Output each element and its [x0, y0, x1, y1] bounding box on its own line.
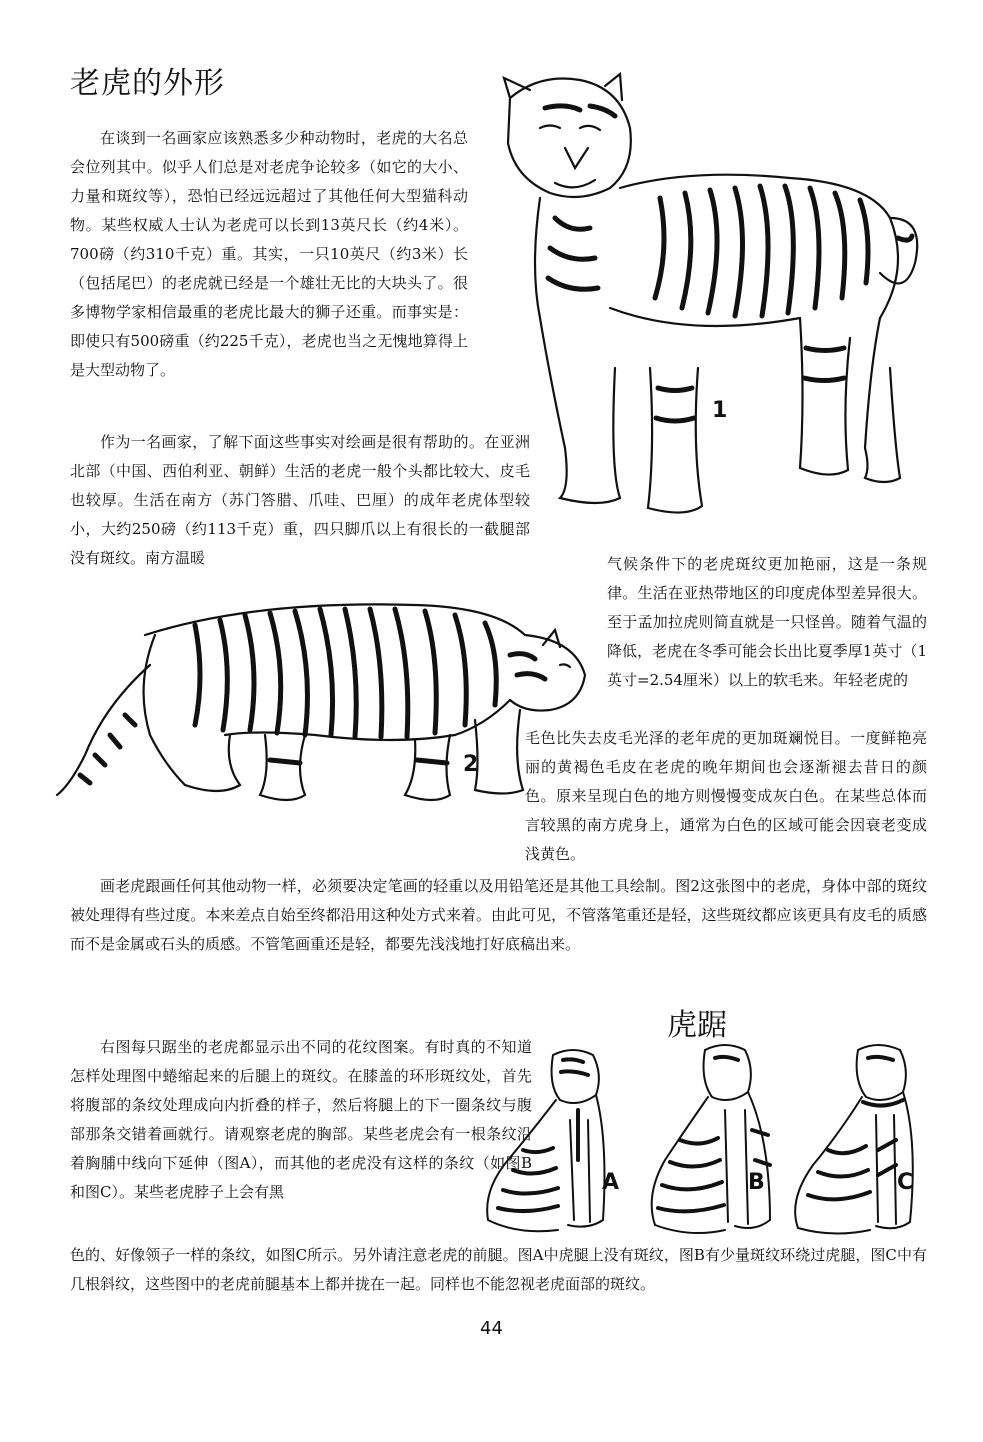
page-title: 老虎的外形: [70, 66, 225, 101]
figure-1-label: 1: [712, 398, 728, 423]
tiger-standing-illustration: [470, 68, 930, 528]
tiger-sitting-a-illustration: [478, 1040, 623, 1240]
figure-c-label: C: [897, 1170, 914, 1195]
paragraph-2a: 作为一名画家，了解下面这些事实对绘画是很有帮助的。在亚洲北部（中国、西伯利亚、朝鲜）生活的老虎一般个头都比较大、皮毛也较厚。生活在南方（苏门答腊、爪哇、巴厘）的成年老虎体型较小，大约250磅（约113千克）重，四只脚爪以上有很长的一截腿部没有斑纹。南方温暖: [70, 433, 530, 567]
paragraph-4b: 色的、好像领子一样的条纹，如图C所示。另外请注意老虎的前腿。图A中虎腿上没有斑纹，图B有少量斑纹环绕过虎腿，图C中有几根斜纹，这些图中的老虎前腿基本上都并拢在一起。同样也不能忽视老虎面部的斑纹。: [70, 1246, 927, 1293]
paragraph-2c: 毛色比失去皮毛光泽的老年虎的更加斑斓悦目。一度鲜艳亮丽的黄褐色毛皮在老虎的晚年期间也会逐渐褪去昔日的颜色。原来呈现白色的地方则慢慢变成灰白色。在某些总体而言较黑的南方虎身上，通常为白色的区域可能会因衰老变成浅黄色。: [525, 729, 927, 863]
tiger-walking-illustration: [55, 585, 595, 815]
page-number: 44: [480, 1318, 503, 1339]
tiger-sitting-c-illustration: [778, 1040, 928, 1240]
figure-2-label: 2: [463, 752, 479, 777]
figure-b-label: B: [748, 1170, 765, 1195]
figure-a-label: A: [602, 1170, 620, 1195]
tiger-sitting-b-illustration: [640, 1040, 790, 1240]
paragraph-4a: 右图每只踞坐的老虎都显示出不同的花纹图案。有时真的不知道怎样处理图中蜷缩起来的后腿上的斑纹。在膝盖的环形斑纹处，首先将腹部的条纹处理成向内折叠的样子，然后将腿上的下一圈条纹与腹部那条交错着画就行。请观察老虎的胸部。某些老虎会有一根条纹沿着胸脯中线向下延伸（图A），而其他的老虎没有这样的条纹（如图B和图C）。某些老虎脖子上会有黑: [70, 1038, 532, 1201]
paragraph-3: 画老虎跟画任何其他动物一样，必须要决定笔画的轻重以及用铅笔还是其他工具绘制。图2这张图中的老虎，身体中部的斑纹被处理得有些过度。本来差点自始至终都沿用这种处方式来着。由此可见，不管落笔重还是轻，这些斑纹都应该更具有皮毛的质感而不是金属或石头的质感。不管笔画重还是轻，都要先浅浅地打好底稿出来。: [70, 877, 927, 953]
paragraph-2b: 气候条件下的老虎斑纹更加艳丽，这是一条规律。生活在亚热带地区的印度虎体型差异很大。至于孟加拉虎则简直就是一只怪兽。随着气温的降低，老虎在冬季可能会长出比夏季厚1英寸（1英寸=2.54厘米）以上的软毛来。年轻老虎的: [607, 555, 927, 689]
section-title: 虎踞: [667, 1008, 727, 1043]
paragraph-1: 在谈到一名画家应该熟悉多少种动物时，老虎的大名总会位列其中。似乎人们总是对老虎争论较多（如它的大小、力量和斑纹等），恐怕已经远远超过了其他任何大型猫科动物。某些权威人士认为老虎可以长到13英尺长（约4米）。700磅（约310千克）重。其实，一只10英尺（约3米）长（包括尾巴）的老虎就已经是一个雄壮无比的大块头了。很多博物学家相信最重的老虎比最大的狮子还重。而事实是：即使只有500磅重（约225千克），老虎也当之无愧地算得上是大型动物了。: [70, 129, 468, 379]
